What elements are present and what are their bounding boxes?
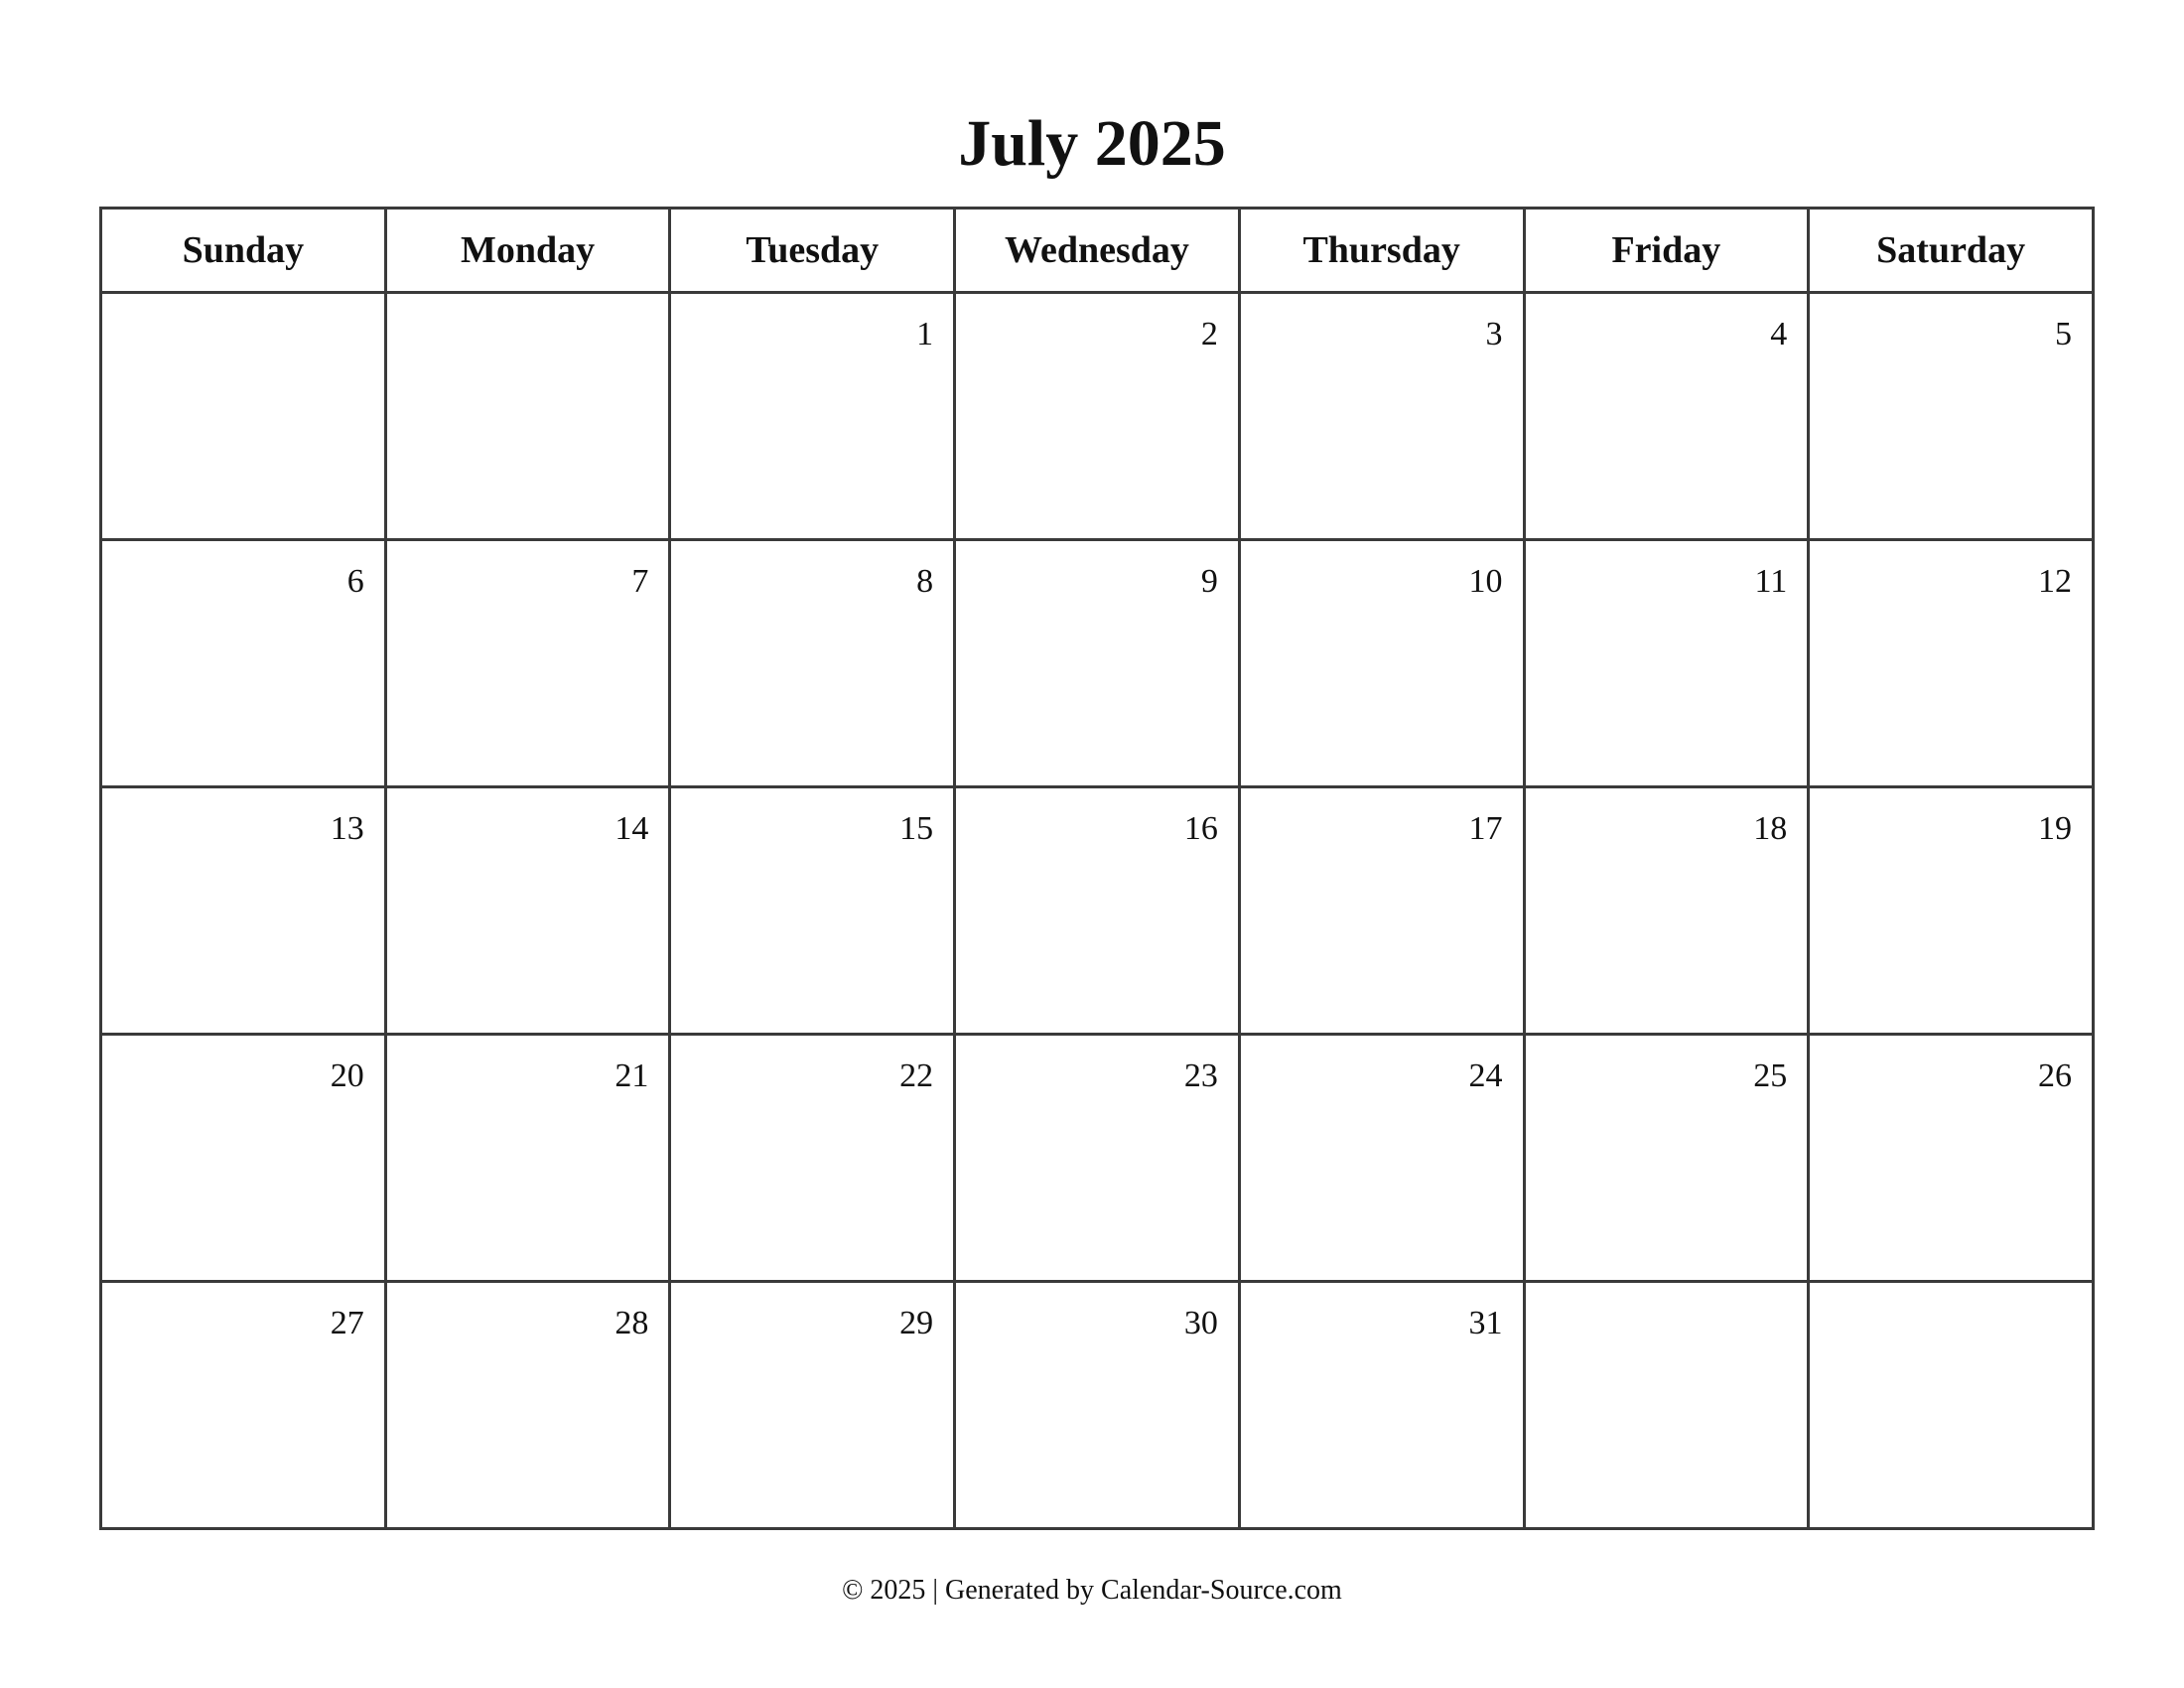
day-number <box>1810 1283 2092 1305</box>
day-number: 9 <box>1200 563 1218 600</box>
day-cell <box>1524 1282 1809 1529</box>
weekday-saturday: Saturday <box>1809 209 2094 293</box>
weekday-tuesday: Tuesday <box>670 209 955 293</box>
day-number: 1 <box>916 316 934 352</box>
day-cell <box>1239 540 1524 787</box>
day-cell <box>1524 787 1809 1035</box>
day-number <box>387 294 669 316</box>
day-cell <box>955 1282 1240 1529</box>
day-cell <box>101 1282 386 1529</box>
day-cell <box>670 787 955 1035</box>
day-number <box>102 294 384 316</box>
day-number: 17 <box>1468 810 1503 847</box>
day-cell <box>1239 1282 1524 1529</box>
day-number: 16 <box>1183 810 1218 847</box>
day-cell <box>1239 787 1524 1035</box>
calendar-grid <box>99 207 2095 1530</box>
day-number: 11 <box>1754 563 1788 600</box>
day-cell <box>955 787 1240 1035</box>
weekday-monday: Monday <box>385 209 670 293</box>
day-cell <box>670 540 955 787</box>
week-row-5 <box>101 1282 2094 1529</box>
day-number: 30 <box>1183 1305 1218 1341</box>
day-number: 8 <box>916 563 934 600</box>
day-number: 19 <box>2038 810 2072 847</box>
day-number: 5 <box>2055 316 2072 352</box>
day-cell <box>1239 1035 1524 1282</box>
day-cell <box>1809 293 2094 540</box>
day-number: 12 <box>2038 563 2072 600</box>
day-cell <box>670 293 955 540</box>
day-cell <box>1524 1035 1809 1282</box>
day-cell <box>101 293 386 540</box>
day-cell <box>670 1282 955 1529</box>
day-number: 22 <box>899 1057 934 1094</box>
day-number: 28 <box>614 1305 649 1341</box>
day-cell <box>385 540 670 787</box>
week-row-4 <box>101 1035 2094 1282</box>
day-number: 26 <box>2038 1057 2072 1094</box>
day-cell <box>101 787 386 1035</box>
day-cell <box>101 540 386 787</box>
day-number: 14 <box>614 810 649 847</box>
weekday-thursday: Thursday <box>1239 209 1524 293</box>
day-cell <box>1239 293 1524 540</box>
day-number: 20 <box>330 1057 364 1094</box>
day-number: 13 <box>330 810 364 847</box>
day-cell <box>1809 1282 2094 1529</box>
day-number: 2 <box>1200 316 1218 352</box>
weekday-sunday: Sunday <box>101 209 386 293</box>
day-number: 4 <box>1770 316 1788 352</box>
day-number: 29 <box>899 1305 934 1341</box>
day-number: 31 <box>1468 1305 1503 1341</box>
day-number: 7 <box>631 563 649 600</box>
day-cell <box>101 1035 386 1282</box>
day-number: 6 <box>346 563 364 600</box>
day-number: 18 <box>1753 810 1788 847</box>
day-number: 15 <box>899 810 934 847</box>
week-row-3 <box>101 787 2094 1035</box>
weekday-wednesday: Wednesday <box>955 209 1240 293</box>
day-number: 3 <box>1485 316 1503 352</box>
weekday-header-row <box>101 209 2094 293</box>
weekday-friday: Friday <box>1524 209 1809 293</box>
day-number: 23 <box>1183 1057 1218 1094</box>
day-cell <box>1809 1035 2094 1282</box>
day-cell <box>385 787 670 1035</box>
day-number: 10 <box>1468 563 1503 600</box>
day-number: 25 <box>1753 1057 1788 1094</box>
day-cell <box>385 1035 670 1282</box>
day-number: 27 <box>330 1305 364 1341</box>
day-number: 21 <box>614 1057 649 1094</box>
day-cell <box>955 1035 1240 1282</box>
day-cell <box>385 1282 670 1529</box>
day-cell <box>955 293 1240 540</box>
day-cell <box>1524 293 1809 540</box>
day-cell <box>1524 540 1809 787</box>
footer-credit: © 2025 | Generated by Calendar-Source.com <box>842 1575 1342 1606</box>
week-row-2 <box>101 540 2094 787</box>
day-cell <box>670 1035 955 1282</box>
day-cell <box>1809 787 2094 1035</box>
day-cell <box>1809 540 2094 787</box>
day-number <box>1526 1283 1808 1305</box>
day-cell <box>385 293 670 540</box>
day-number: 24 <box>1468 1057 1503 1094</box>
week-row-1 <box>101 293 2094 540</box>
calendar-title: July 2025 <box>958 107 1226 180</box>
day-cell <box>955 540 1240 787</box>
